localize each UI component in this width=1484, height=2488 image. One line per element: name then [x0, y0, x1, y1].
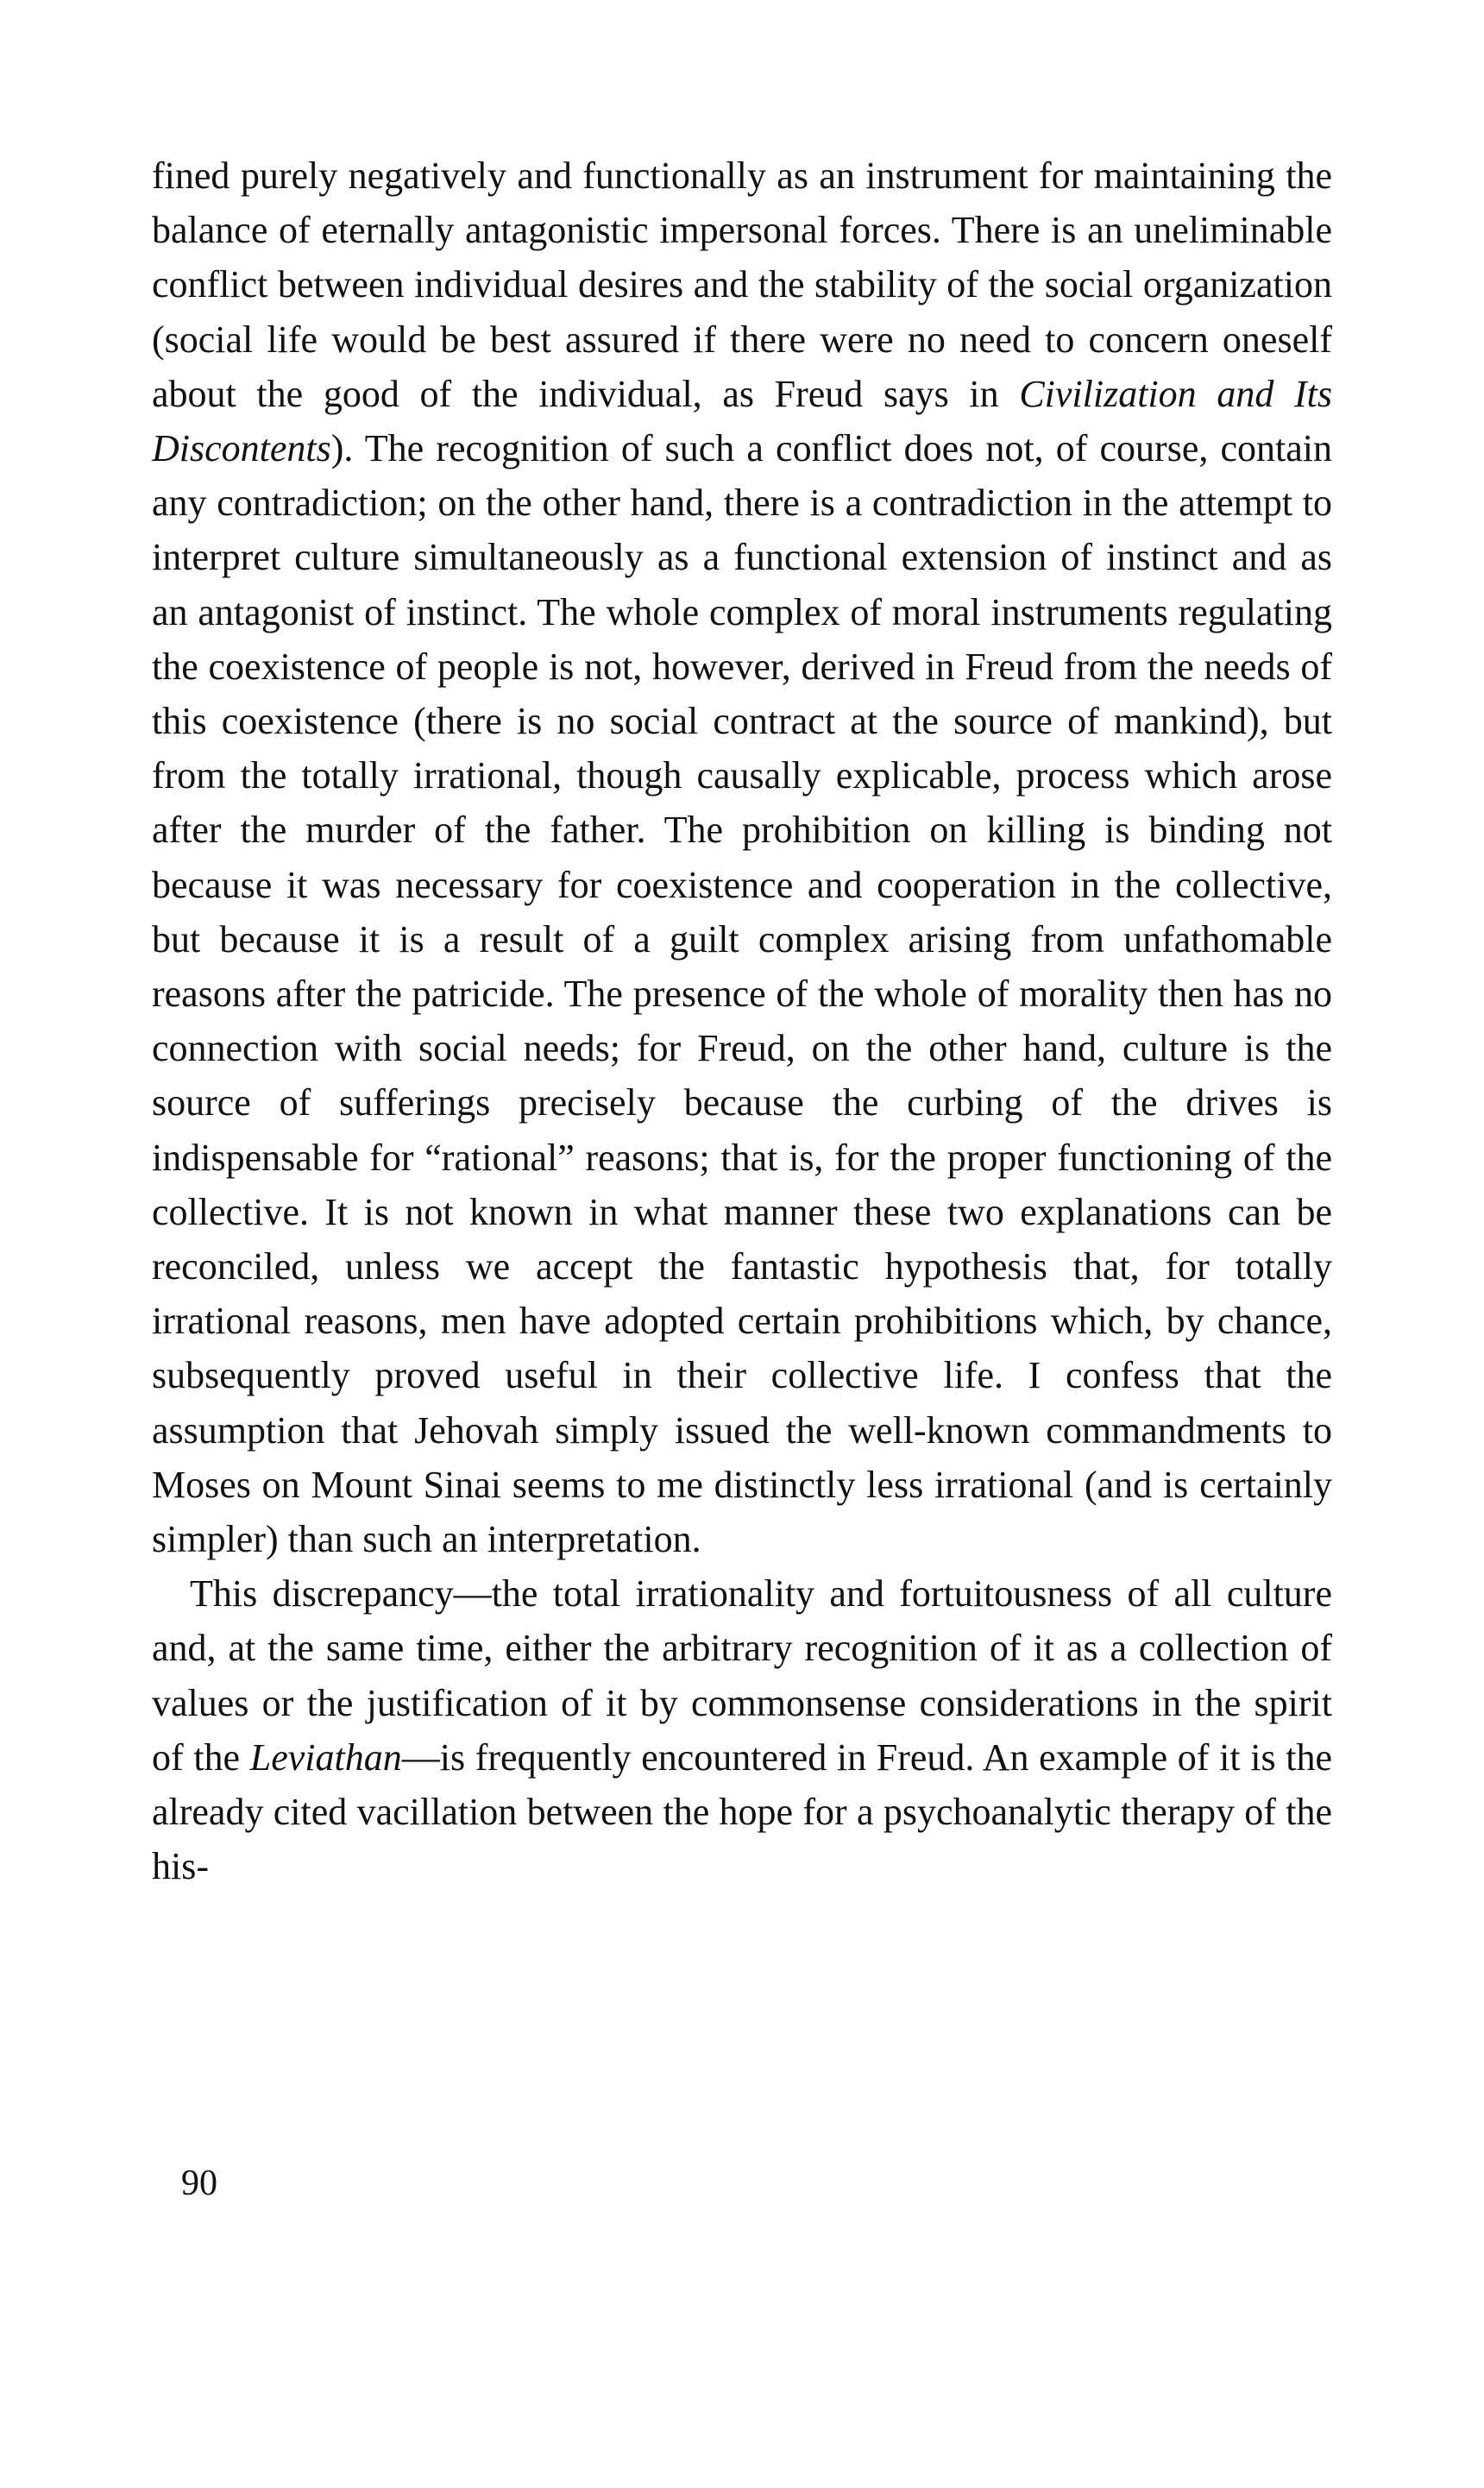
- paragraph-1-text-a: fined purely negatively and functionally as an instrument for maintaining the balance of eternally antagonistic impersonal forces. There is an uneliminable conflict between individual desires and the stability of the social organization (social life would be best assured if there were no need to concern oneself about the good of the individual, as Freud says in: [152, 154, 1332, 415]
- page-number: 90: [181, 2164, 217, 2203]
- book-title-leviathan: Leviathan: [249, 1735, 402, 1779]
- paragraph-1: [152, 148, 1332, 1566]
- paragraph-1-text-b: ). The recognition of such a conflict does not, of course, contain any contradiction; on the other hand, there is a contradiction in the attempt to interpret culture simultaneously as a functional extension of instinct and as an antagonist of instinct. The whole complex of moral instruments regulating the coexistence of people is not, however, derived in Freud from the needs of this coexistence (there is no social contract at the source of mankind), but from the totally irrational, though causally explicable, process which arose after the murder of the father. The prohibition on killing is binding not because it was necessary for coexistence and cooperation in the collective, but because it is a result of a guilt complex arising from unfathomable reasons after the patricide. The presence of the whole of morality then has no connection with social needs; for Freud, on the other hand, culture is the source of sufferings precisely because the curbing of the drives is indispensable for “rational” reasons; that is, for the proper functioning of the collective. It is not known in what manner these two explanations can be reconciled, unless we accept the fantastic hypothesis that, for totally irrational reasons, men have adopted certain prohibitions which, by chance, subsequently proved useful in their collective life. I confess that the assumption that Jehovah simply issued the well-known commandments to Moses on Mount Sinai seems to me distinctly less irrational (and is certainly simpler) than such an interpretation.: [152, 427, 1332, 1561]
- paragraph-2-text-b: —is frequently encountered in Freud. An example of it is the already cited vacillation between the hope for a psychoanalytic therapy of the his-: [152, 1735, 1333, 1888]
- book-title-civilization-and-its-discontents: Civilization and Its Discontents: [152, 372, 1332, 470]
- paragraph-2-text-a: This discrepancy—the total irrationality and fortuitousness of all culture and, at the same time, either the arbitrary recognition of it as a collection of values or the justification of it by commonsense considerations in the spirit of the: [152, 1572, 1332, 1779]
- body-text: [152, 148, 1332, 1894]
- paragraph-2: [152, 1566, 1332, 1893]
